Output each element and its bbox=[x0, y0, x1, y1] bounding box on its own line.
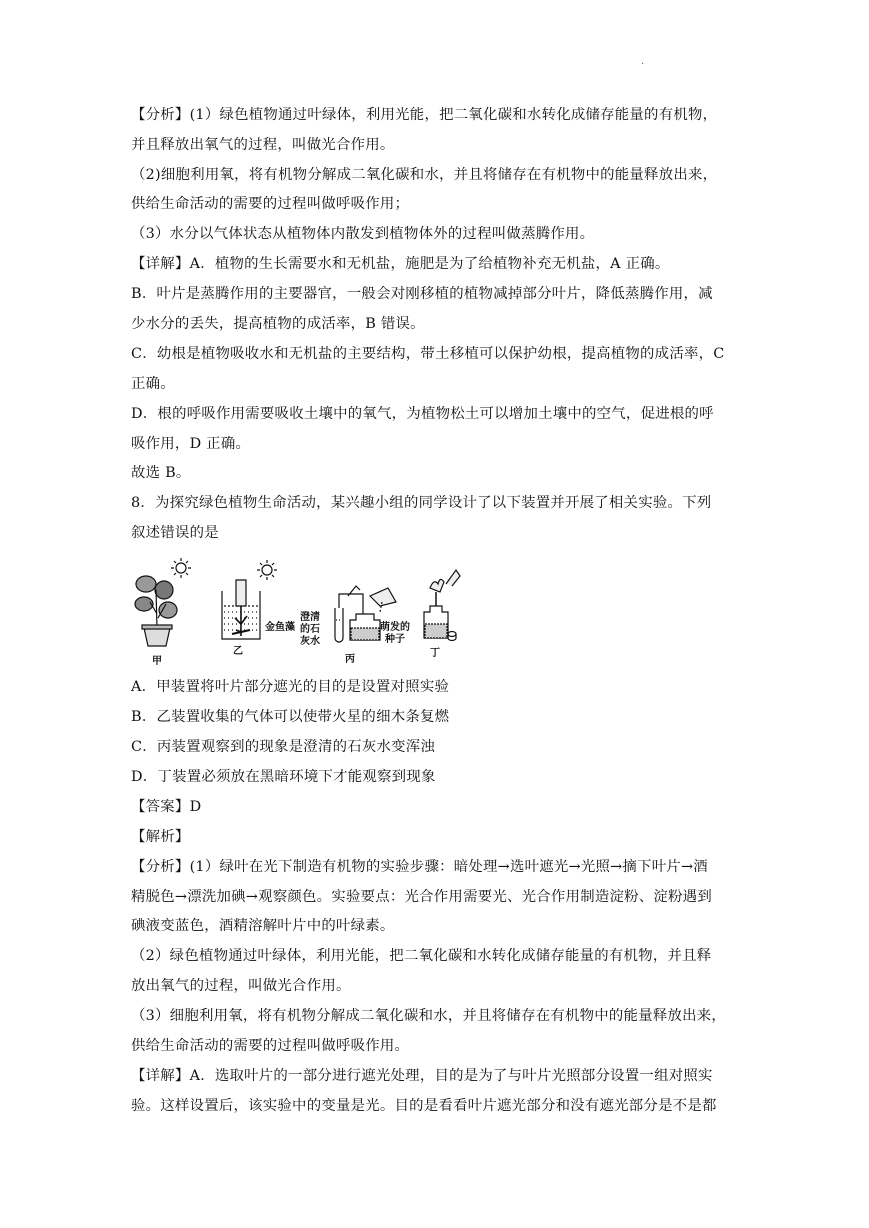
text-line: D．根的呼吸作用需要吸收土壤中的氧气，为植物松土可以增加土壤中的空气，促进根的呼 bbox=[131, 406, 714, 422]
text-line: 【详解】A．植物的生长需要水和无机盐，施肥是为了给植物补充无机盐，A 正确。 bbox=[131, 256, 670, 272]
text-line: 故选 B。 bbox=[131, 465, 191, 481]
page-dot: . bbox=[641, 56, 645, 67]
text-line: （3）细胞利用氧，将有机物分解成二氧化碳和水，并且将储存在有机物中的能量释放出来， bbox=[131, 1008, 727, 1024]
text-line: 精脱色→漂洗加碘→观察颜色。实验要点：光合作用需要光、光合作用制造淀粉、淀粉遇到 bbox=[131, 889, 712, 905]
label-mengfa-1: 萌发的 bbox=[380, 622, 410, 633]
option-c: C．丙装置观察到的现象是澄清的石灰水变浑浊 bbox=[131, 739, 436, 755]
text-line: 供给生命活动的需要的过程叫做呼吸作用。 bbox=[131, 1038, 410, 1054]
label-ding: 丁 bbox=[430, 648, 440, 659]
label-chengqing-3: 灰水 bbox=[300, 636, 320, 647]
text-line: B．叶片是蒸腾作用的主要器官，一般会对刚移植的植物减掉部分叶片，降低蒸腾作用，减 bbox=[131, 286, 713, 302]
question-8-stem: 叙述错误的是 bbox=[131, 525, 219, 541]
label-yi: 乙 bbox=[233, 646, 243, 657]
text-line: （2）绿色植物通过叶绿体，利用光能，把二氧化碳和水转化成储存能量的有机物，并且释 bbox=[131, 948, 712, 964]
text-line: 碘液变蓝色，酒精溶解叶片中的叶绿素。 bbox=[131, 918, 395, 934]
option-a: A．甲装置将叶片部分遮光的目的是设置对照实验 bbox=[131, 679, 450, 695]
label-jia: 甲 bbox=[152, 656, 162, 667]
text-line: 并且释放出氧气的过程，叫做光合作用。 bbox=[131, 137, 395, 153]
label-mengfa-2: 种子 bbox=[385, 634, 405, 645]
text-line: 少水分的丢失，提高植物的成活率，B 错误。 bbox=[131, 316, 425, 332]
option-d: D．丁装置必须放在黑暗环境下才能观察到现象 bbox=[131, 769, 436, 785]
label-chengqing-1: 澄清 bbox=[300, 612, 320, 623]
analysis-heading: 【解析】 bbox=[131, 829, 190, 845]
answer-line: 【答案】D bbox=[131, 799, 202, 815]
text-line: 【详解】A．选取叶片的一部分进行遮光处理，目的是为了与叶片光照部分设置一组对照实 bbox=[131, 1068, 713, 1084]
label-chengqing-2: 的石 bbox=[300, 624, 320, 635]
option-b: B．乙装置收集的气体可以使带火星的细木条复燃 bbox=[131, 709, 450, 725]
bottle-apparatus-ding bbox=[424, 570, 460, 641]
text-line: （3）水分以气体状态从植物体内散发到植物体外的过程叫做蒸腾作用。 bbox=[131, 226, 595, 242]
text-line: C．幼根是植物吸收水和无机盐的主要结构，带土移植可以保护幼根，提高植物的成活率，C bbox=[131, 346, 725, 362]
text-line: 吸作用，D 正确。 bbox=[131, 436, 251, 452]
experiment-figure bbox=[130, 556, 470, 668]
label-jinyuzao: 金鱼藻 bbox=[265, 622, 295, 633]
text-line: 验。这样设置后，该实验中的变量是光。目的是看看叶片遮光部分和没有遮光部分是不是都 bbox=[131, 1098, 717, 1114]
text-line: 正确。 bbox=[131, 376, 175, 392]
sun-icon bbox=[262, 565, 272, 575]
text-line: （2)细胞利用氧，将有机物分解成二氧化碳和水，并且将储存在有机物中的能量释放出来， bbox=[131, 167, 718, 183]
sun-icon bbox=[176, 563, 186, 573]
question-8-stem: 8．为探究绿色植物生命活动，某兴趣小组的同学设计了以下装置并开展了相关实验。下列 bbox=[131, 495, 712, 511]
text-line: 供给生命活动的需要的过程叫做呼吸作用； bbox=[131, 196, 410, 212]
text-line: 放出氧气的过程，叫做光合作用。 bbox=[131, 978, 351, 994]
text-line: 【分析】(1）绿叶在光下制造有机物的实验步骤：暗处理→选叶遮光→光照→摘下叶片→酒 bbox=[131, 859, 708, 875]
label-bing: 丙 bbox=[345, 654, 355, 665]
text-line: 【分析】(1）绿色植物通过叶绿体，利用光能，把二氧化碳和水转化成储存能量的有机物， bbox=[131, 107, 718, 123]
plant-apparatus-jia bbox=[135, 558, 191, 646]
